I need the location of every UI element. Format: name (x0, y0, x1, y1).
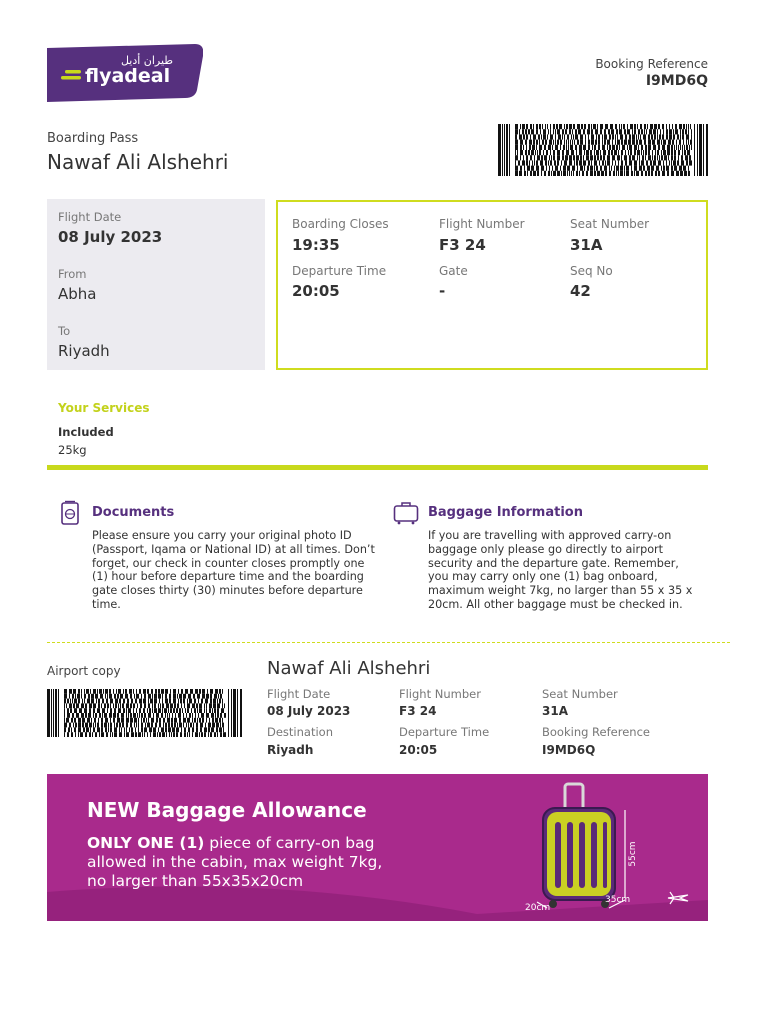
logo-text: flyadeal (85, 65, 171, 87)
tear-line (47, 642, 730, 643)
to-value: Riyadh (58, 342, 110, 360)
boarding-closes-value: 19:35 (292, 236, 340, 254)
booking-reference-value: I9MD6Q (645, 73, 708, 89)
ac-departure-time-label: Departure Time (399, 725, 490, 739)
ac-destination-label: Destination (267, 725, 333, 739)
flight-date-value: 08 July 2023 (58, 228, 163, 246)
passport-icon (60, 500, 80, 526)
flight-number-value: F3 24 (439, 236, 486, 254)
ac-departure-time-value: 20:05 (399, 743, 438, 757)
ac-booking-reference-label: Booking Reference (542, 725, 650, 739)
from-value: Abha (58, 285, 97, 303)
ac-flight-number-label: Flight Number (399, 687, 481, 701)
baggage-info-text: If you are travelling with approved carry-on baggage only please go directly to airport security and the departure gate. Remember, you may carry only one (1) bag onboard, maximum weight 7kg, no larger than 55 x 35 x 20cm. All other baggage must be checked in. (428, 529, 693, 611)
depth-label: 20cm (525, 903, 551, 913)
luggage-icon (393, 501, 419, 525)
banner-text (87, 834, 467, 891)
to-label: To (58, 324, 71, 338)
banner-text-line1: piece of carry-on bag (204, 834, 375, 852)
barcode-main (498, 124, 708, 176)
gate-value: - (439, 282, 446, 300)
boarding-pass-label: Boarding Pass (47, 131, 139, 146)
ac-flight-date-label: Flight Date (267, 687, 331, 701)
services-included-label: Included (58, 425, 114, 439)
ac-seat-number-label: Seat Number (542, 687, 618, 701)
barcode-airport-copy (47, 689, 242, 737)
seat-number-value: 31A (570, 236, 603, 254)
ac-seat-number-value: 31A (542, 704, 568, 718)
services-baggage-value: 25kg (58, 443, 87, 457)
booking-reference-label: Booking Reference (595, 57, 708, 71)
banner-text-line3: no larger than 55x35x20cm (87, 872, 304, 890)
departure-time-value: 20:05 (292, 282, 340, 300)
airport-copy-passenger-name: Nawaf Ali Alshehri (267, 658, 431, 679)
documents-title: Documents (92, 505, 175, 520)
flight-number-label: Flight Number (439, 217, 525, 231)
baggage-allowance-banner (47, 774, 708, 921)
passenger-name: Nawaf Ali Alshehri (47, 150, 229, 174)
seat-number-label: Seat Number (570, 217, 650, 231)
from-label: From (58, 267, 87, 281)
height-label: 55cm (628, 841, 638, 867)
services-title: Your Services (58, 401, 150, 415)
seq-no-label: Seq No (570, 264, 613, 278)
seq-no-value: 42 (570, 282, 591, 300)
ac-flight-number-value: F3 24 (399, 704, 437, 718)
airport-copy-label: Airport copy (47, 664, 121, 678)
flight-route-panel (47, 199, 265, 370)
boarding-closes-label: Boarding Closes (292, 217, 389, 231)
width-label: 35cm (605, 895, 631, 905)
documents-text: Please ensure you carry your original photo ID (Passport, Iqama or National ID) at all times. Don’t forget, our check in counter closes promptly one (1) hour before departure time and the boarding gate closes thirty (30) minutes before departure time. (92, 529, 375, 611)
banner-text-bold: ONLY ONE (1) (87, 834, 205, 852)
flight-details-panel (276, 200, 708, 370)
ac-booking-reference-value: I9MD6Q (542, 743, 596, 757)
flyadeal-logo (47, 44, 203, 102)
ac-destination-value: Riyadh (267, 743, 314, 757)
baggage-info-title: Baggage Information (428, 505, 583, 520)
logo-arabic-text: طيران أديل (120, 54, 174, 67)
flight-date-label: Flight Date (58, 210, 122, 224)
ac-flight-date-value: 08 July 2023 (267, 704, 351, 718)
banner-text-line2: allowed in the cabin, max weight 7kg, (87, 853, 383, 871)
divider-bar (47, 465, 708, 470)
plane-icon (666, 890, 690, 906)
gate-label: Gate (439, 264, 468, 278)
departure-time-label: Departure Time (292, 264, 387, 278)
banner-title: NEW Baggage Allowance (87, 798, 367, 822)
